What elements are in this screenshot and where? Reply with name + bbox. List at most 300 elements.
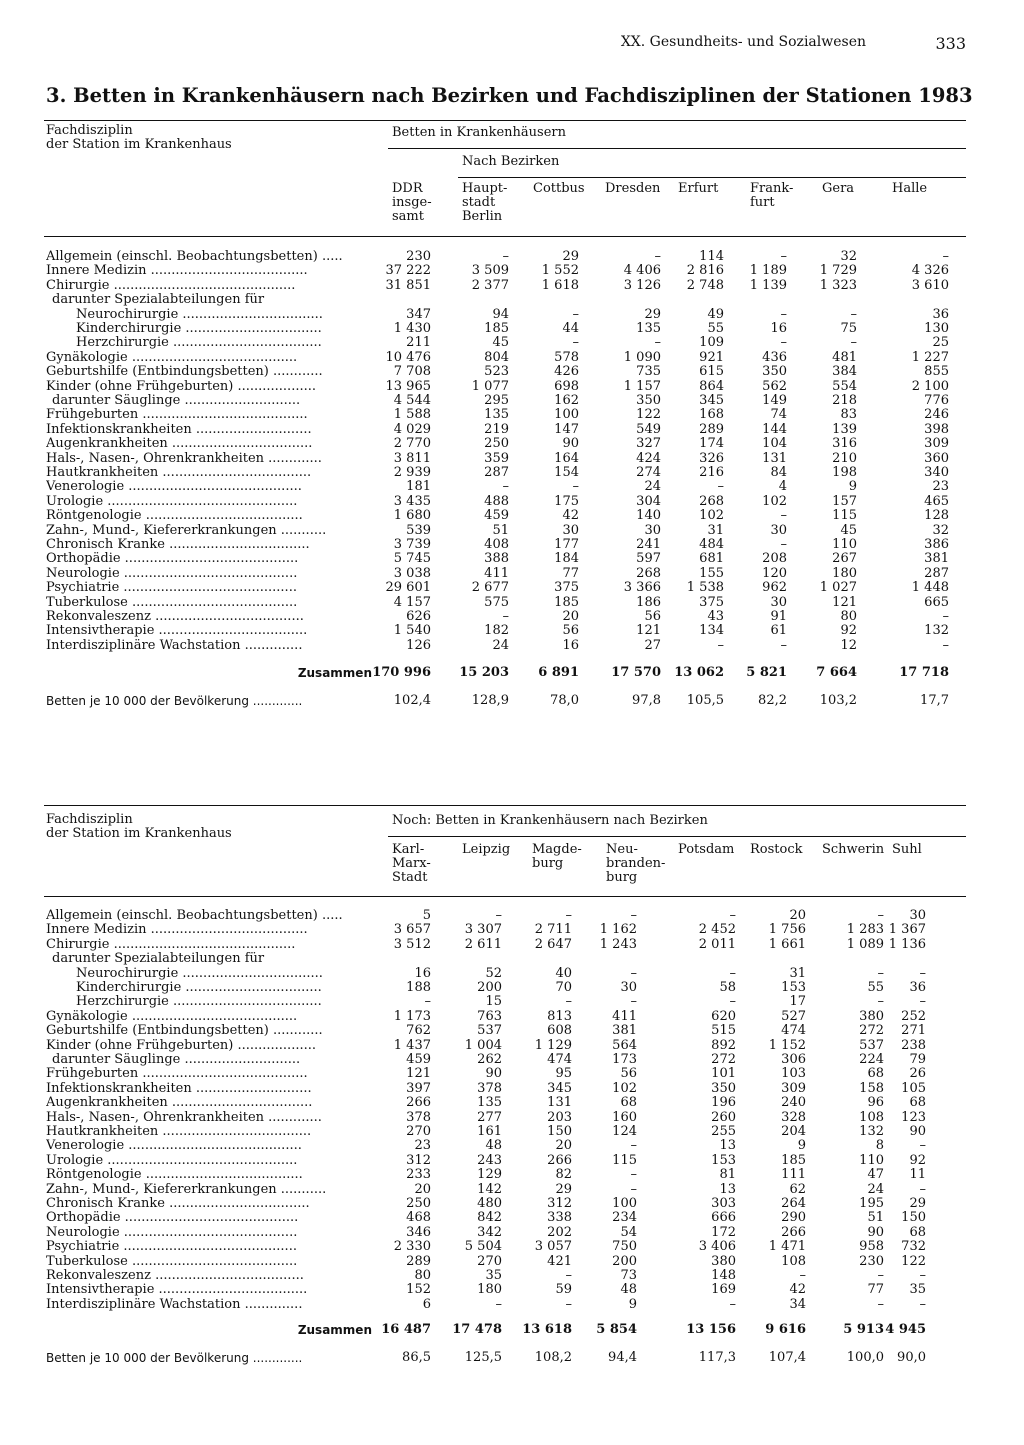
cell-value: 1 136 <box>888 936 926 952</box>
cell-value: 326 <box>699 450 724 466</box>
cell-value: 82,2 <box>758 693 787 708</box>
cell-value: 272 <box>859 1023 884 1039</box>
cell-value: 30 <box>644 522 661 538</box>
cell-value: – <box>502 609 509 624</box>
column-header: Potsdam <box>678 842 735 857</box>
cell-value: 43 <box>707 609 724 624</box>
cell-value: 252 <box>901 1008 926 1024</box>
cell-value: 346 <box>406 1224 431 1240</box>
cell-value: – <box>877 1268 884 1283</box>
cell-value: 195 <box>859 1196 884 1211</box>
cell-value: 1 162 <box>599 922 637 938</box>
cell-value: 24 <box>492 637 509 653</box>
cell-value: 134 <box>699 623 724 639</box>
cell-value: 48 <box>620 1282 637 1298</box>
table-row <box>44 437 966 451</box>
column-header: Suhl <box>892 842 922 857</box>
cell-value: 128,9 <box>471 693 509 708</box>
cell-value: 1 027 <box>819 580 857 596</box>
cell-value: 1 077 <box>471 378 509 394</box>
cell-value: 290 <box>781 1210 806 1226</box>
cell-value: 4 <box>778 479 787 495</box>
table-row <box>44 322 966 336</box>
cell-value: 359 <box>484 450 509 466</box>
cell-value: 29 <box>644 306 661 322</box>
cell-value: 16 <box>414 965 431 981</box>
cell-value: 198 <box>832 465 857 480</box>
row-header: Fachdisziplin der Station im Krankenhaus <box>46 123 232 152</box>
column-header: Magde- burg <box>532 842 582 871</box>
cell-value: 13 <box>719 1181 736 1197</box>
table-row <box>44 394 966 408</box>
cell-value: 3 512 <box>393 936 431 952</box>
cell-value: 1 323 <box>819 277 857 293</box>
cell-value: 2 939 <box>393 465 431 480</box>
cell-value: 4 406 <box>623 263 661 279</box>
cell-value: 398 <box>924 421 949 437</box>
cell-value: 157 <box>832 493 857 509</box>
cell-value: – <box>919 1138 926 1154</box>
row-label: Herzchirurgie .................................... <box>76 995 322 1010</box>
cell-value: 26 <box>909 1066 926 1082</box>
cell-value: 25 <box>932 335 949 351</box>
cell-value: 698 <box>554 378 579 394</box>
cell-value: 813 <box>547 1008 572 1024</box>
cell-value: 20 <box>562 609 579 624</box>
cell-value: 121 <box>636 623 661 639</box>
cell-value: 79 <box>909 1052 926 1067</box>
row-label: Augenkrankheiten .................................. <box>46 1096 313 1111</box>
cell-value: 241 <box>636 537 661 552</box>
cell-value: 30 <box>770 594 787 610</box>
cell-value: 173 <box>612 1052 637 1067</box>
row-label: Neurochirurgie .................................. <box>76 966 323 981</box>
table-row <box>44 452 966 466</box>
cell-value: 184 <box>554 551 579 567</box>
cell-value: – <box>780 508 787 524</box>
cell-value: – <box>565 1296 572 1312</box>
cell-value: 1 552 <box>541 263 579 279</box>
cell-value: – <box>502 249 509 264</box>
table-row <box>44 480 966 494</box>
cell-value: 154 <box>554 465 579 480</box>
cell-value: 13 156 <box>686 1322 736 1337</box>
table-row <box>44 1197 966 1211</box>
group-rule <box>388 148 966 149</box>
cell-value: 49 <box>707 306 724 322</box>
cell-value: 180 <box>477 1282 502 1298</box>
cell-value: 735 <box>636 364 661 380</box>
cell-value: 117,3 <box>698 1350 736 1365</box>
cell-value: – <box>495 908 502 923</box>
table-row <box>44 952 966 966</box>
row-label: Hals-, Nasen-, Ohrenkrankheiten ............. <box>46 451 322 466</box>
cell-value: 90 <box>485 1066 502 1082</box>
row-label: darunter Spezialabteilungen für <box>52 952 265 967</box>
cell-value: – <box>565 908 572 923</box>
cell-value: 161 <box>477 1124 502 1139</box>
cell-value: 230 <box>859 1253 884 1269</box>
cell-value: 13 062 <box>674 665 724 680</box>
cell-value: 3 126 <box>623 277 661 293</box>
table-row <box>44 524 966 538</box>
row-label: Hautkrankheiten .................................... <box>46 466 312 480</box>
cell-value: 921 <box>699 349 724 365</box>
cell-value: 381 <box>612 1023 637 1039</box>
cell-value: 45 <box>840 522 857 538</box>
cell-value: – <box>780 306 787 322</box>
row-label: Geburtshilfe (Entbindungsbetten) ............ <box>46 365 323 380</box>
cell-value: 375 <box>699 594 724 610</box>
cell-value: 185 <box>484 321 509 336</box>
cell-value: 48 <box>485 1138 502 1154</box>
cell-value: 665 <box>924 594 949 610</box>
cell-value: 20 <box>414 1181 431 1197</box>
cell-value: 17,7 <box>920 693 949 708</box>
table-row <box>44 336 966 350</box>
cell-value: 274 <box>636 465 661 480</box>
row-label: Kinderchirurgie ................................. <box>76 981 322 995</box>
table-row <box>44 1111 966 1125</box>
cell-value: – <box>919 1268 926 1283</box>
row-label: Allgemein (einschl. Beobachtungsbetten) ..... <box>46 250 343 264</box>
cell-value: 6 <box>422 1296 431 1312</box>
cell-value: 121 <box>832 594 857 610</box>
cell-value: 186 <box>636 594 661 610</box>
row-label: Psychiatrie .......................................... <box>46 1240 297 1255</box>
cell-value: 250 <box>484 436 509 452</box>
cell-value: – <box>942 637 949 653</box>
cell-value: – <box>729 994 736 1010</box>
table-row <box>44 1125 966 1139</box>
row-label: Neurologie .......................................... <box>46 566 298 581</box>
cell-value: 11 <box>909 1167 926 1183</box>
row-label: Psychiatrie .......................................... <box>46 581 297 596</box>
cell-value: 1 139 <box>749 277 787 293</box>
column-header: Haupt- stadt Berlin <box>462 181 508 224</box>
row-label: Neurologie .......................................... <box>46 1225 298 1240</box>
cell-value: 270 <box>477 1253 502 1269</box>
cell-value: 90 <box>562 436 579 452</box>
cell-value: 958 <box>859 1239 884 1255</box>
row-label: Chirurgie ............................................ <box>46 278 296 293</box>
table-row <box>44 1211 966 1225</box>
row-label: darunter Säuglinge ............................ <box>52 1053 301 1067</box>
cell-value: 54 <box>620 1224 637 1240</box>
cell-value: 130 <box>924 321 949 336</box>
cell-value: – <box>495 1296 502 1312</box>
cell-value: 1 004 <box>464 1037 502 1053</box>
cell-value: 162 <box>554 393 579 408</box>
cell-value: 84 <box>770 465 787 480</box>
cell-value: 1 367 <box>888 922 926 938</box>
cell-value: 123 <box>901 1109 926 1125</box>
cell-value: 303 <box>711 1196 736 1211</box>
cell-value: 15 203 <box>459 665 509 680</box>
group-rule <box>388 836 966 837</box>
cell-value: 681 <box>699 551 724 567</box>
row-label: Zusammen <box>297 666 372 680</box>
row-label: Kinderchirurgie ................................. <box>76 322 322 336</box>
cell-value: 122 <box>901 1253 926 1269</box>
cell-value: 474 <box>781 1023 806 1039</box>
cell-value: 188 <box>406 980 431 995</box>
row-label: Zahn-, Mund-, Kiefererkrankungen ........... <box>46 1182 327 1197</box>
cell-value: 1 227 <box>911 349 949 365</box>
row-label: Intensivtherapie .................................... <box>46 1283 308 1298</box>
cell-value: 350 <box>636 393 661 408</box>
table-row <box>44 1024 966 1038</box>
cell-value: 287 <box>924 565 949 581</box>
cell-value: 92 <box>840 623 857 639</box>
cell-value: 16 <box>770 321 787 336</box>
row-label: Frühgeburten ........................................ <box>46 408 308 423</box>
cell-value: 13 <box>719 1138 736 1154</box>
row-label: Venerologie .......................................... <box>46 480 302 495</box>
row-label: Orthopädie .......................................... <box>46 552 299 567</box>
cell-value: 2 711 <box>534 922 572 938</box>
row-label: Intensivtherapie .................................... <box>46 624 308 639</box>
cell-value: – <box>919 1296 926 1312</box>
cell-value: 426 <box>554 364 579 380</box>
cell-value: 24 <box>644 479 661 495</box>
cell-value: 40 <box>555 965 572 981</box>
cell-value: – <box>942 249 949 264</box>
cell-value: 2 100 <box>911 378 949 394</box>
cell-value: – <box>729 1296 736 1312</box>
cell-value: 114 <box>699 249 724 264</box>
cell-value: 135 <box>484 407 509 423</box>
cell-value: 386 <box>924 537 949 552</box>
cell-value: 375 <box>554 580 579 596</box>
cell-value: 459 <box>406 1052 431 1067</box>
cell-value: 108,2 <box>534 1350 572 1365</box>
cell-value: 90 <box>867 1224 884 1240</box>
cell-value: 411 <box>484 565 509 581</box>
cell-value: 537 <box>477 1023 502 1039</box>
cell-value: 3 038 <box>393 565 431 581</box>
table-row <box>44 365 966 379</box>
cell-value: – <box>780 335 787 351</box>
column-header: Halle <box>892 181 928 196</box>
cell-value: 7 708 <box>393 364 431 380</box>
table-row <box>44 1154 966 1168</box>
cell-value: 564 <box>612 1037 637 1053</box>
cell-value: 523 <box>484 364 509 380</box>
row-label: Hautkrankheiten .................................... <box>46 1125 312 1139</box>
cell-value: 181 <box>406 479 431 495</box>
table-row <box>44 1067 966 1081</box>
cell-value: 78,0 <box>550 693 579 708</box>
row-label: Zahn-, Mund-, Kiefererkrankungen ........... <box>46 523 327 538</box>
header-bottom-rule <box>44 896 966 897</box>
column-header: Leipzig <box>462 842 511 857</box>
cell-value: 350 <box>762 364 787 380</box>
cell-value: 169 <box>711 1282 736 1298</box>
cell-value: 147 <box>554 421 579 437</box>
cell-value: 4 945 <box>885 1322 926 1337</box>
cell-value: 327 <box>636 436 661 452</box>
cell-value: 6 891 <box>538 665 579 680</box>
cell-value: 381 <box>924 551 949 567</box>
cell-value: 421 <box>547 1253 572 1269</box>
cell-value: – <box>729 908 736 923</box>
cell-value: 153 <box>781 980 806 995</box>
cell-value: 240 <box>781 1095 806 1111</box>
cell-value: 31 <box>707 522 724 538</box>
cell-value: 340 <box>924 465 949 480</box>
cell-value: 255 <box>711 1124 736 1139</box>
cell-value: 762 <box>406 1023 431 1039</box>
table-row <box>44 1240 966 1254</box>
cell-value: 121 <box>406 1066 431 1082</box>
cell-value: 238 <box>901 1037 926 1053</box>
cell-value: 316 <box>832 436 857 452</box>
cell-value: 342 <box>477 1224 502 1240</box>
column-header: Schwerin <box>822 842 885 857</box>
table-row <box>44 981 966 995</box>
table-row <box>44 995 966 1009</box>
table-row <box>44 639 966 653</box>
cell-value: 481 <box>832 349 857 365</box>
cell-value: 864 <box>699 378 724 394</box>
cell-value: 338 <box>547 1210 572 1226</box>
cell-value: 484 <box>699 537 724 552</box>
cell-value: – <box>630 1167 637 1183</box>
cell-value: 102 <box>699 508 724 524</box>
table-row <box>44 264 966 278</box>
cell-value: 666 <box>711 1210 736 1226</box>
row-label: Röntgenologie ...................................... <box>46 1168 303 1183</box>
cell-value: 537 <box>859 1037 884 1053</box>
cell-value: 139 <box>832 421 857 437</box>
cell-value: 20 <box>789 908 806 923</box>
cell-value: 411 <box>612 1008 637 1024</box>
cell-value: 2 677 <box>471 580 509 596</box>
cell-value: 96 <box>867 1095 884 1111</box>
cell-value: 474 <box>547 1052 572 1067</box>
cell-value: – <box>877 965 884 981</box>
cell-value: 90 <box>909 1124 926 1139</box>
cell-value: 380 <box>859 1008 884 1024</box>
column-header: DDR insge- samt <box>392 181 432 224</box>
cell-value: 17 718 <box>899 665 949 680</box>
cell-value: 168 <box>699 407 724 423</box>
cell-value: 763 <box>477 1008 502 1024</box>
cell-value: 56 <box>620 1066 637 1082</box>
cell-value: 3 657 <box>393 922 431 938</box>
cell-value: 562 <box>762 378 787 394</box>
cell-value: 174 <box>699 436 724 452</box>
row-label: Röntgenologie ...................................... <box>46 509 303 524</box>
row-label: Kinder (ohne Frühgeburten) ................... <box>46 1038 316 1053</box>
table-row <box>44 509 966 523</box>
cell-value: 51 <box>492 522 509 538</box>
table-row <box>44 581 966 595</box>
cell-value: 1 089 <box>846 936 884 952</box>
cell-value: 8 <box>875 1138 884 1154</box>
cell-value: 150 <box>901 1210 926 1226</box>
cell-value: 289 <box>699 421 724 437</box>
row-label: Geburtshilfe (Entbindungsbetten) ............ <box>46 1024 323 1039</box>
cell-value: 3 739 <box>393 537 431 552</box>
cell-value: 97,8 <box>632 693 661 708</box>
cell-value: – <box>565 994 572 1010</box>
cell-value: 164 <box>554 450 579 466</box>
cell-value: 131 <box>547 1095 572 1111</box>
cell-value: 2 748 <box>686 277 724 293</box>
cell-value: 132 <box>859 1124 884 1139</box>
cell-value: – <box>780 537 787 552</box>
table-row <box>44 1255 966 1269</box>
column-header: Dresden <box>605 181 661 196</box>
cell-value: 615 <box>699 364 724 380</box>
cell-value: 29 <box>555 1181 572 1197</box>
cell-value: 77 <box>562 565 579 581</box>
top-rule <box>44 805 966 806</box>
table-row <box>44 1096 966 1110</box>
cell-value: 103 <box>781 1066 806 1082</box>
table-row <box>44 466 966 480</box>
row-label: Kinder (ohne Frühgeburten) ................... <box>46 379 316 394</box>
table-row <box>44 279 966 293</box>
cell-value: 388 <box>484 551 509 567</box>
row-label: Chronisch Kranke .................................. <box>46 538 310 552</box>
cell-value: – <box>729 965 736 981</box>
cell-value: 776 <box>924 393 949 408</box>
cell-value: 347 <box>406 306 431 322</box>
row-label: Innere Medizin ...................................... <box>46 923 308 938</box>
cell-value: – <box>850 335 857 351</box>
cell-value: 68 <box>909 1224 926 1240</box>
cell-value: 3 610 <box>911 277 949 293</box>
cell-value: 109 <box>699 335 724 351</box>
cell-value: 68 <box>909 1095 926 1111</box>
cell-value: 135 <box>477 1095 502 1111</box>
cell-value: 51 <box>867 1210 884 1226</box>
cell-value: – <box>654 335 661 351</box>
cell-value: 31 <box>789 965 806 981</box>
cell-value: 55 <box>707 321 724 336</box>
cell-value: 1 090 <box>623 349 661 365</box>
cell-value: – <box>780 637 787 653</box>
cell-value: 268 <box>699 493 724 509</box>
cell-value: 620 <box>711 1008 736 1024</box>
row-label: Neurochirurgie .................................. <box>76 307 323 322</box>
cell-value: 115 <box>832 508 857 524</box>
table-row <box>44 250 966 264</box>
cell-value: 101 <box>711 1066 736 1082</box>
cell-value: 264 <box>781 1196 806 1211</box>
row-label: Herzchirurgie .................................... <box>76 336 322 351</box>
cell-value: 1 448 <box>911 580 949 596</box>
table-row <box>44 923 966 937</box>
cell-value: 962 <box>762 580 787 596</box>
cell-value: 480 <box>477 1196 502 1211</box>
cell-value: 100 <box>612 1196 637 1211</box>
cell-value: 1 173 <box>393 1008 431 1024</box>
cell-value: 328 <box>781 1109 806 1125</box>
cell-value: 304 <box>636 493 661 509</box>
row-label: Innere Medizin ...................................... <box>46 264 308 279</box>
row-label: Gynäkologie ........................................ <box>46 350 298 365</box>
cell-value: 1 437 <box>393 1037 431 1053</box>
cell-value: 216 <box>699 465 724 480</box>
cell-value: 68 <box>620 1095 637 1111</box>
cell-value: 1 729 <box>819 263 857 279</box>
cell-value: 9 <box>628 1296 637 1312</box>
row-label: Betten je 10 000 der Bevölkerung ............. <box>46 1351 303 1365</box>
